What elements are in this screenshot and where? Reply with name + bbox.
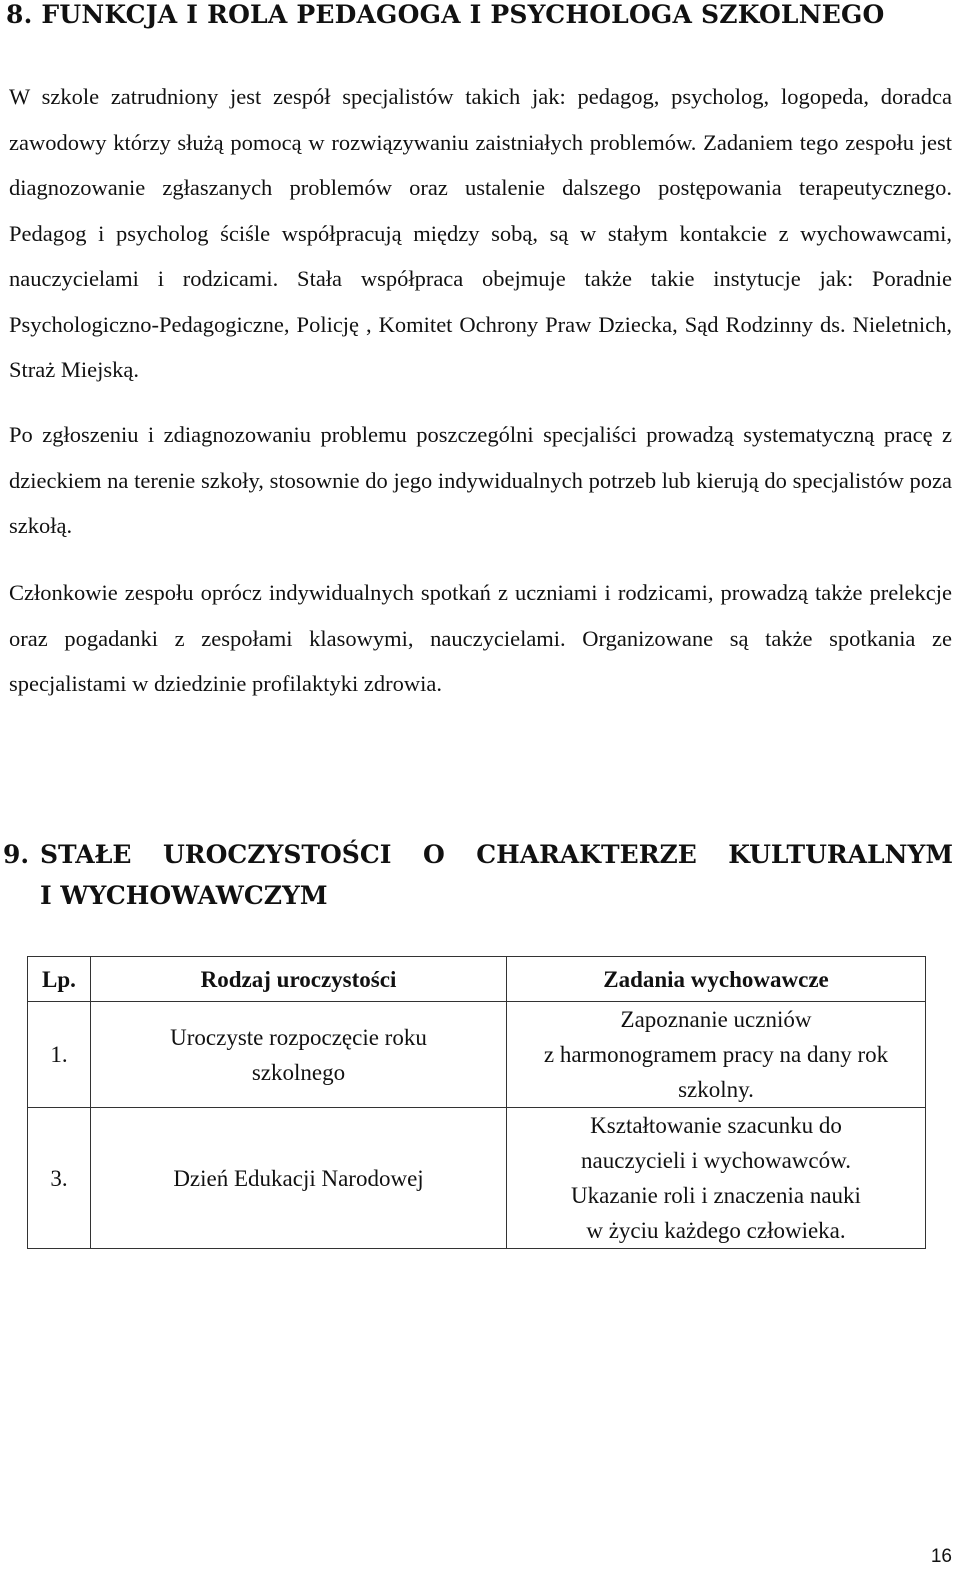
- section-9-heading-line-1: [40, 834, 953, 875]
- cell-line: szkolnego: [251, 1059, 346, 1085]
- cell-ceremony-type: [91, 1002, 507, 1108]
- section-9-heading-line-2: I WYCHOWAWCZYM: [40, 881, 328, 910]
- cell-line: z harmonogramem pracy na dany rok: [543, 1042, 889, 1067]
- cell-line: nauczycieli i wychowawców.: [581, 1148, 851, 1173]
- cell-line: szkolny.: [678, 1077, 754, 1102]
- section-8-paragraph-3: Członkowie zespołu oprócz indywidualnych spotkań z uczniami i rodzicami, prowadzą także prelekcje oraz pogadanki z zespołami klasowymi, nauczycielami. Organizowane są także spotkania ze specjalistami w dziedzinie profilaktyki zdrowia.: [9, 580, 952, 696]
- section-9-number: 9.: [3, 840, 30, 869]
- heading-word: STAŁE: [40, 840, 132, 869]
- cell-line: Dzień Edukacji Narodowej: [173, 1165, 424, 1191]
- cell-line: Uroczyste rozpoczęcie roku: [170, 1024, 427, 1050]
- cell-ceremony-type: [91, 1108, 507, 1249]
- header-educational-tasks: Zadania wychowawcze: [507, 957, 926, 1002]
- page-number: 16: [930, 1546, 952, 1567]
- ceremonies-table: [27, 956, 926, 1249]
- cell-line: Kształtowanie szacunku do: [590, 1113, 842, 1138]
- heading-word: KULTURALNYM: [728, 840, 953, 869]
- cell-lp: 1.: [28, 1002, 91, 1108]
- section-8-paragraph-1: W szkole zatrudniony jest zespół specjalistów takich jak: pedagog, psycholog, logopeda, doradca zawodowy którzy służą pomocą w rozwiązywaniu zaistniałych problemów. Zadaniem tego zespołu jest diagnozowanie zgłaszanych problemów oraz ustalenie dalszego postępowania terapeutycznego. Pedagog i psycholog ściśle współpracują między sobą, są w stałym kontakcie z wychowawcami, nauczycielami i rodzicami. Stała współpraca obejmuje także takie instytucje jak: Poradnie Psychologiczno-Pedagogiczne, Policję , Komitet Ochrony Praw Dziecka, Sąd Rodzinny ds. Nieletnich, Straż Miejską.: [9, 84, 952, 382]
- section-8-paragraph-2: Po zgłoszeniu i zdiagnozowaniu problemu poszczególni specjaliści prowadzą systematyczną pracę z dzieckiem na terenie szkoły, stosownie do jego indywidualnych potrzeb lub kierują do specjalistów poza szkołą.: [9, 422, 952, 538]
- section-8-heading: 8. FUNKCJA I ROLA PEDAGOGA I PSYCHOLOGA SZKOLNEGO: [6, 0, 885, 29]
- cell-line: Zapoznanie uczniów: [620, 1007, 812, 1032]
- header-lp: Lp.: [28, 957, 91, 1002]
- heading-word: O: [422, 840, 445, 869]
- cell-line: Ukazanie roli i znaczenia nauki: [571, 1183, 861, 1208]
- cell-educational-tasks: [507, 1108, 926, 1249]
- cell-educational-tasks: [507, 1002, 926, 1108]
- table-row: [28, 1002, 926, 1108]
- heading-word: CHARAKTERZE: [476, 840, 697, 869]
- header-ceremony-type: Rodzaj uroczystości: [91, 957, 507, 1002]
- table-row: [28, 1108, 926, 1249]
- cell-lp: 3.: [28, 1108, 91, 1249]
- heading-word: UROCZYSTOŚCI: [163, 840, 392, 869]
- cell-line: w życiu każdego człowieka.: [586, 1218, 846, 1243]
- table-header-row: [28, 957, 926, 1002]
